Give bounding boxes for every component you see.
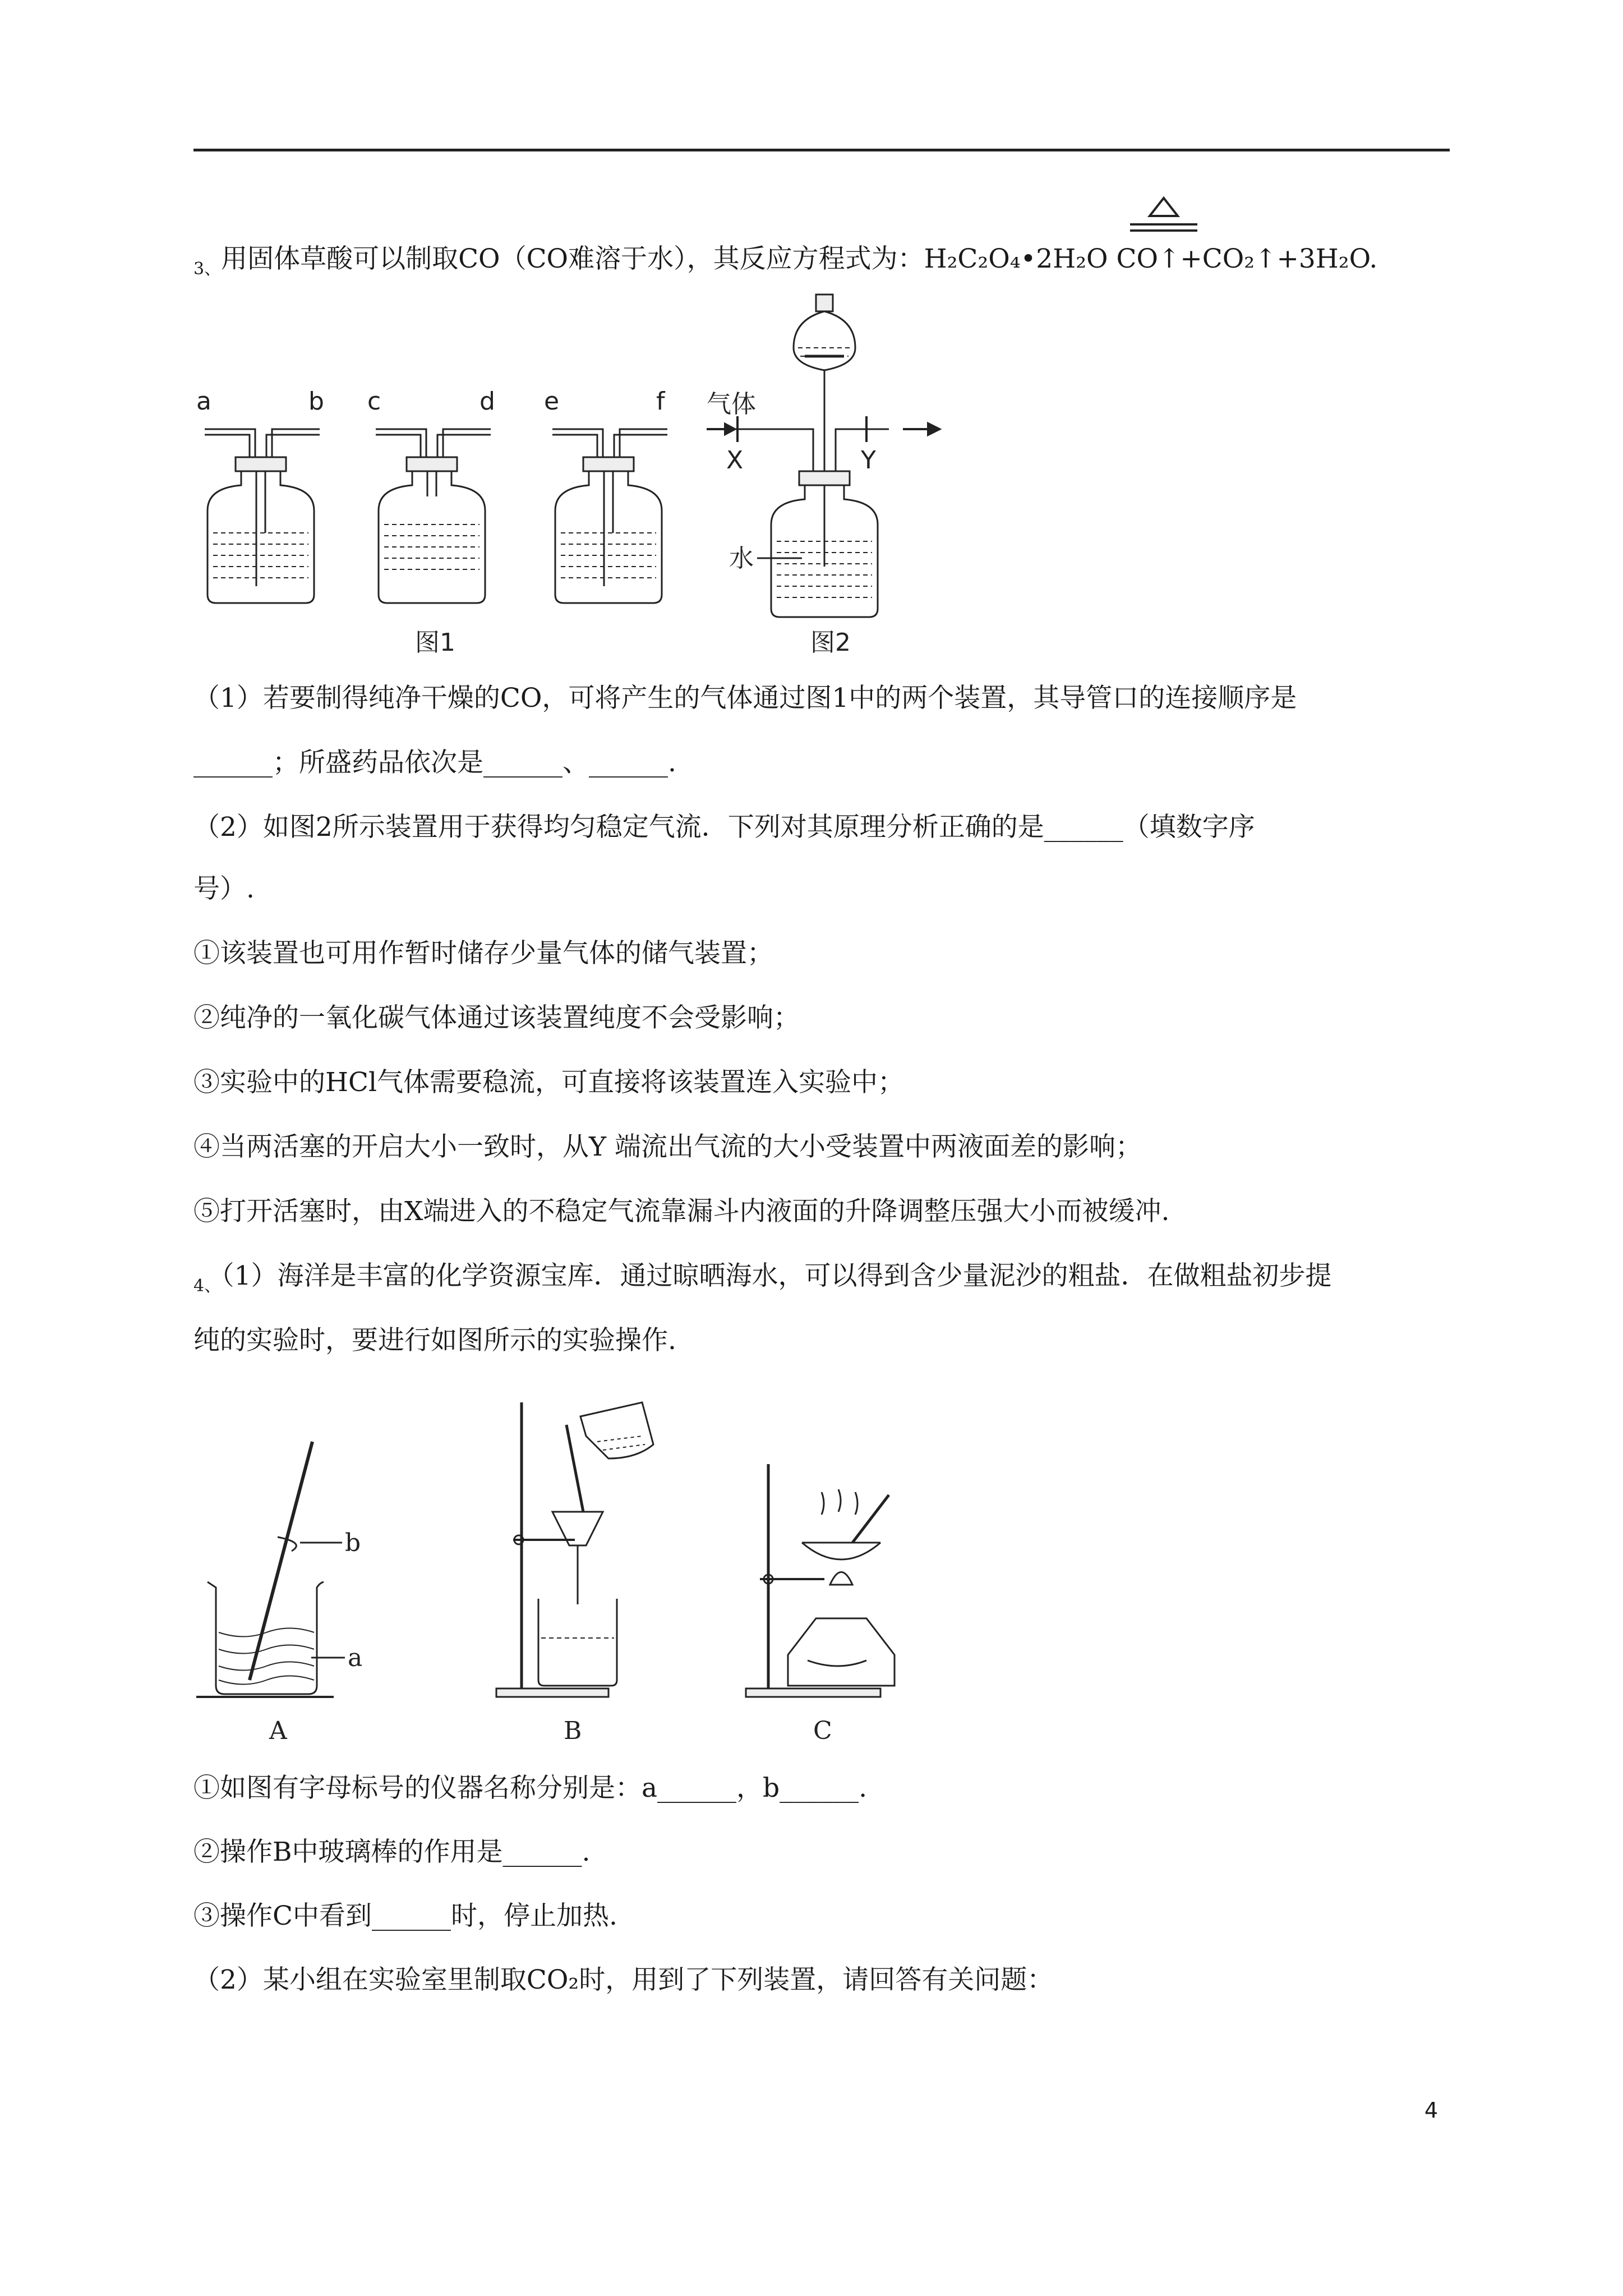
label-c: c [367,387,381,416]
gas-label: 气体 [707,390,756,418]
caption-C: C [813,1717,832,1745]
label-a-beaker: a [348,1644,363,1672]
figure-1-wash-bottles [193,376,665,662]
label-e: e [544,387,560,416]
figure-2-caption: 图2 [810,628,851,657]
q3-option-3: ③实验中的HCl气体需要稳流，可直接将该装置连入实验中； [193,1067,904,1098]
q3-part1-line2: ______；所盛药品依次是______、______. [193,747,676,778]
caption-A: A [269,1717,287,1745]
beaker-dissolving [196,1442,345,1697]
q3-part2-line1: （2）如图2所示装置用于获得均匀稳定气流．下列对其原理分析正确的是______（填数字序 [193,812,1255,843]
wash-bottle-1 [205,429,320,603]
q3-part1-line1: （1）若要制得纯净干燥的CO，可将产生的气体通过图1中的两个装置，其导管口的连接顺序是 [193,683,1297,714]
q4-part1-text: （1）海洋是丰富的化学资源宝库．通过晾晒海水，可以得到含少量泥沙的粗盐．在做粗盐初步提 [221,1260,1332,1291]
q3-intro-text: 用固体草酸可以制取CO（CO难溶于水），其反应方程式为：H₂C₂O₄•2H₂O CO↑+CO₂↑+3H₂O. [221,243,1378,274]
q3-part2-line2: 号）. [193,873,255,904]
q3-option-2: ②纯净的一氧化碳气体通过该装置纯度不会受影响； [193,1002,800,1033]
wash-bottle-2 [376,429,491,603]
q3-option-5: ⑤打开活塞时，由X端进入的不稳定气流靠漏斗内液面的升降调整压强大小而被缓冲. [193,1196,1170,1227]
valve-x-label: X [726,446,744,475]
header-rule [193,149,1450,151]
q4-sub-3: ③操作C中看到______时，停止加热. [193,1901,617,1931]
q4-part2: （2）某小组在实验室里制取CO₂时，用到了下列装置，请回答有关问题： [193,1964,1054,1995]
label-b-rod: b [345,1529,361,1557]
evaporation-setup [746,1464,895,1697]
label-b: b [308,387,324,416]
figure-salt-purification [193,1391,923,1750]
label-d: d [479,387,495,416]
figure-2-gas-stabilizer [704,286,973,662]
q4-part1-line1 [193,1259,1332,1296]
figure-1-caption: 图1 [415,628,455,657]
q3-intro [193,242,1377,279]
q3-option-4: ④当两活塞的开启大小一致时，从Y 端流出气流的大小受装置中两液面差的影响； [193,1131,1142,1162]
heat-condition-symbol [1127,194,1200,236]
label-f: f [656,387,665,416]
filtration-setup [496,1402,653,1697]
page-number: 4 [1424,2098,1438,2123]
wash-bottle-3 [552,429,667,603]
caption-B: B [564,1717,582,1745]
q3-option-1: ①该装置也可用作暂时储存少量气体的储气装置； [193,938,773,969]
q4-sub-2: ②操作B中玻璃棒的作用是______. [193,1837,591,1867]
question-number: 4、 [193,1276,222,1296]
question-number: 3、 [193,259,222,279]
water-label: 水 [729,544,754,573]
q4-sub-1: ①如图有字母标号的仪器名称分别是：a______，b______. [193,1773,868,1803]
q4-part1-line2: 纯的实验时，要进行如图所示的实验操作. [193,1325,676,1356]
label-a: a [196,387,211,416]
valve-y-label: Y [861,446,876,475]
